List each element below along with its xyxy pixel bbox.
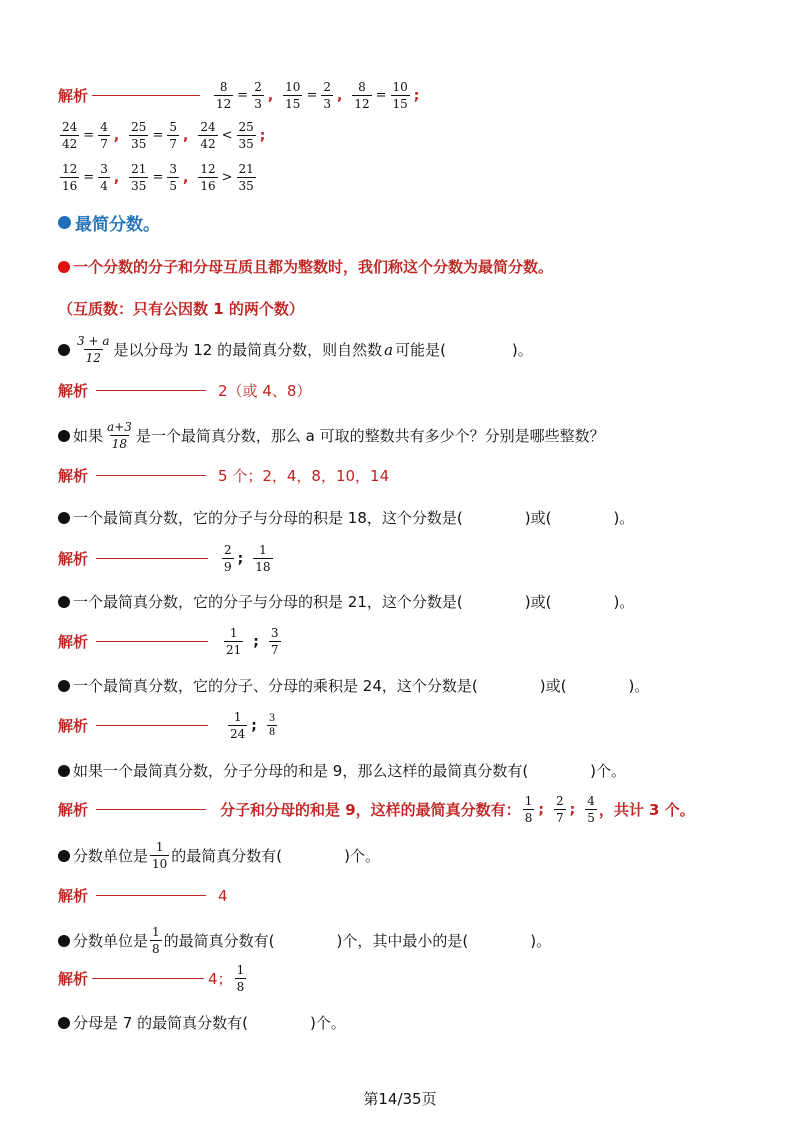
fraction: $\frac{25}{35}$ <box>131 120 147 151</box>
question-9: 分母是 7 的最简真分数有( )个。 <box>58 1012 346 1033</box>
fraction: $\frac{2}{7}$ <box>555 794 564 825</box>
question-8: 分数单位是 $\frac{1}{8}$ 的最简真分数有( )个，其中最小的是( )。 <box>58 925 551 956</box>
fraction: $\frac{2}{3}$ <box>323 80 331 111</box>
page-number: 第14/35页 <box>363 1090 437 1108</box>
definition-note: （互质数：只有公因数 1 的两个数） <box>58 300 304 318</box>
bullet-icon <box>58 935 70 947</box>
fraction: $\frac{5}{7}$ <box>169 120 177 151</box>
answer-2: 解析 5 个；2，4，8，10，14 <box>58 467 390 485</box>
question-4: 一个最简真分数，它的分子与分母的积是 21，这个分数是( )或( )。 <box>58 591 634 612</box>
fraction: $\frac{3}{5}$ <box>169 162 177 193</box>
section-heading <box>58 210 160 235</box>
fraction: $\frac{1}{18}$ <box>255 543 271 574</box>
fraction: $\frac{1}{24}$ <box>230 710 246 741</box>
fraction: $\frac{21}{35}$ <box>238 162 254 193</box>
fraction: $\frac{1}{8}$ <box>236 963 245 994</box>
fraction: $\frac{3}{7}$ <box>270 626 279 657</box>
fraction: $\frac{8}{12}$ <box>354 80 370 111</box>
question-5: 一个最简真分数，它的分子、分母的乘积是 24，这个分数是( )或( )。 <box>58 675 649 696</box>
fraction: $\frac{a+3}{18}$ <box>107 420 132 451</box>
answer-row-top-1: 解析 $\frac{8}{12}$ = $\frac{2}{3}$ , $\frac{10}{15}$ = $\frac{2}{3}$ , $\frac{8}{12}$ = $\frac{10}{15}$ ; <box>58 80 420 111</box>
bullet-icon <box>58 430 70 442</box>
answer-label: 解析 <box>58 87 89 105</box>
bullet-icon <box>58 1017 70 1029</box>
fraction: $\frac{24}{42}$ <box>200 120 216 151</box>
answer-dash <box>96 725 208 727</box>
fraction: $\frac{12}{16}$ <box>62 162 78 193</box>
answer-row-top-2: $\frac{24}{42}$ = $\frac{4}{7}$ , $\frac{25}{35}$ = $\frac{5}{7}$ , $\frac{24}{42}$ < $\frac{25}{35}$ ; <box>62 120 266 151</box>
bullet-icon <box>58 512 70 524</box>
question-2: 如果 $\frac{a+3}{18}$ 是一个最简真分数，那么 a 可取的整数共有多少个？分别是哪些整数？ <box>58 420 605 451</box>
answer-1: 解析 2（或 4、8） <box>58 382 312 400</box>
fraction: $\frac{2}{3}$ <box>254 80 262 111</box>
fraction: $\frac{1}{8}$ <box>152 925 160 956</box>
answer-5: 解析 $\frac{1}{24}$ ; $\frac{3}{8}$ <box>58 710 276 741</box>
fraction: $\frac{1}{8}$ <box>524 794 533 825</box>
question-6: 如果一个最简真分数，分子分母的和是 9，那么这样的最简真分数有( )个。 <box>58 760 626 781</box>
answer-dash <box>92 978 204 980</box>
answer-6: 解析 分子和分母的和是 9，这样的最简真分数有： $\frac{1}{8}$ ; $\frac{2}{7}$ ; $\frac{4}{5}$ ，共计 3 个。 <box>58 794 695 825</box>
answer-dash <box>92 95 200 97</box>
answer-dash <box>96 390 206 392</box>
answer-dash <box>96 895 206 897</box>
fraction: $\frac{1}{10}$ <box>152 840 168 871</box>
fraction: $\frac{4}{5}$ <box>587 794 595 825</box>
answer-8: 解析 4； $\frac{1}{8}$ <box>58 963 245 994</box>
answer-dash <box>96 641 208 643</box>
answer-dash <box>96 558 208 560</box>
fraction: $\frac{4}{7}$ <box>100 120 108 151</box>
fraction: $\frac{2}{9}$ <box>224 543 232 574</box>
bullet-icon <box>58 765 70 777</box>
heading-text: 最简分数。 <box>75 215 160 235</box>
question-1: $\frac{3 + a}{12}$ 是以分母为 12 的最简真分数，则自然数 a 可能是( )。 <box>58 334 533 365</box>
answer-dash <box>96 809 206 811</box>
fraction: $\frac{8}{12}$ <box>216 80 232 111</box>
question-7: 分数单位是 $\frac{1}{10}$ 的最简真分数有( )个。 <box>58 840 380 871</box>
fraction: $\frac{3 + a}{12}$ <box>77 334 110 365</box>
definition: 一个分数的分子和分母互质且都为整数时，我们称这个分数为最简分数。 <box>58 256 553 277</box>
fraction: $\frac{24}{42}$ <box>62 120 78 151</box>
answer-7: 解析 4 <box>58 886 228 905</box>
question-3: 一个最简真分数，它的分子与分母的积是 18，这个分数是( )或( )。 <box>58 507 634 528</box>
fraction: $\frac{1}{21}$ <box>226 626 242 657</box>
bullet-icon <box>58 216 71 229</box>
fraction: $\frac{3}{8}$ <box>268 713 276 738</box>
bullet-icon <box>58 344 70 356</box>
answer-3: 解析 $\frac{2}{9}$ ; $\frac{1}{18}$ <box>58 543 271 574</box>
bullet-icon <box>58 680 70 692</box>
answer-row-top-3: $\frac{12}{16}$ = $\frac{3}{4}$ , $\frac{21}{35}$ = $\frac{3}{5}$ , $\frac{12}{16}$ > $\frac{21}{35}$ <box>62 162 254 193</box>
fraction: $\frac{10}{15}$ <box>285 80 301 111</box>
fraction: $\frac{21}{35}$ <box>131 162 147 193</box>
fraction: $\frac{25}{35}$ <box>238 120 254 151</box>
fraction: $\frac{10}{15}$ <box>392 80 408 111</box>
bullet-icon <box>58 261 70 273</box>
fraction: $\frac{3}{4}$ <box>100 162 108 193</box>
fraction: $\frac{12}{16}$ <box>200 162 216 193</box>
answer-dash <box>96 475 206 477</box>
bullet-icon <box>58 596 70 608</box>
bullet-icon <box>58 850 70 862</box>
answer-4: 解析 $\frac{1}{21}$ ; $\frac{3}{7}$ <box>58 626 279 657</box>
